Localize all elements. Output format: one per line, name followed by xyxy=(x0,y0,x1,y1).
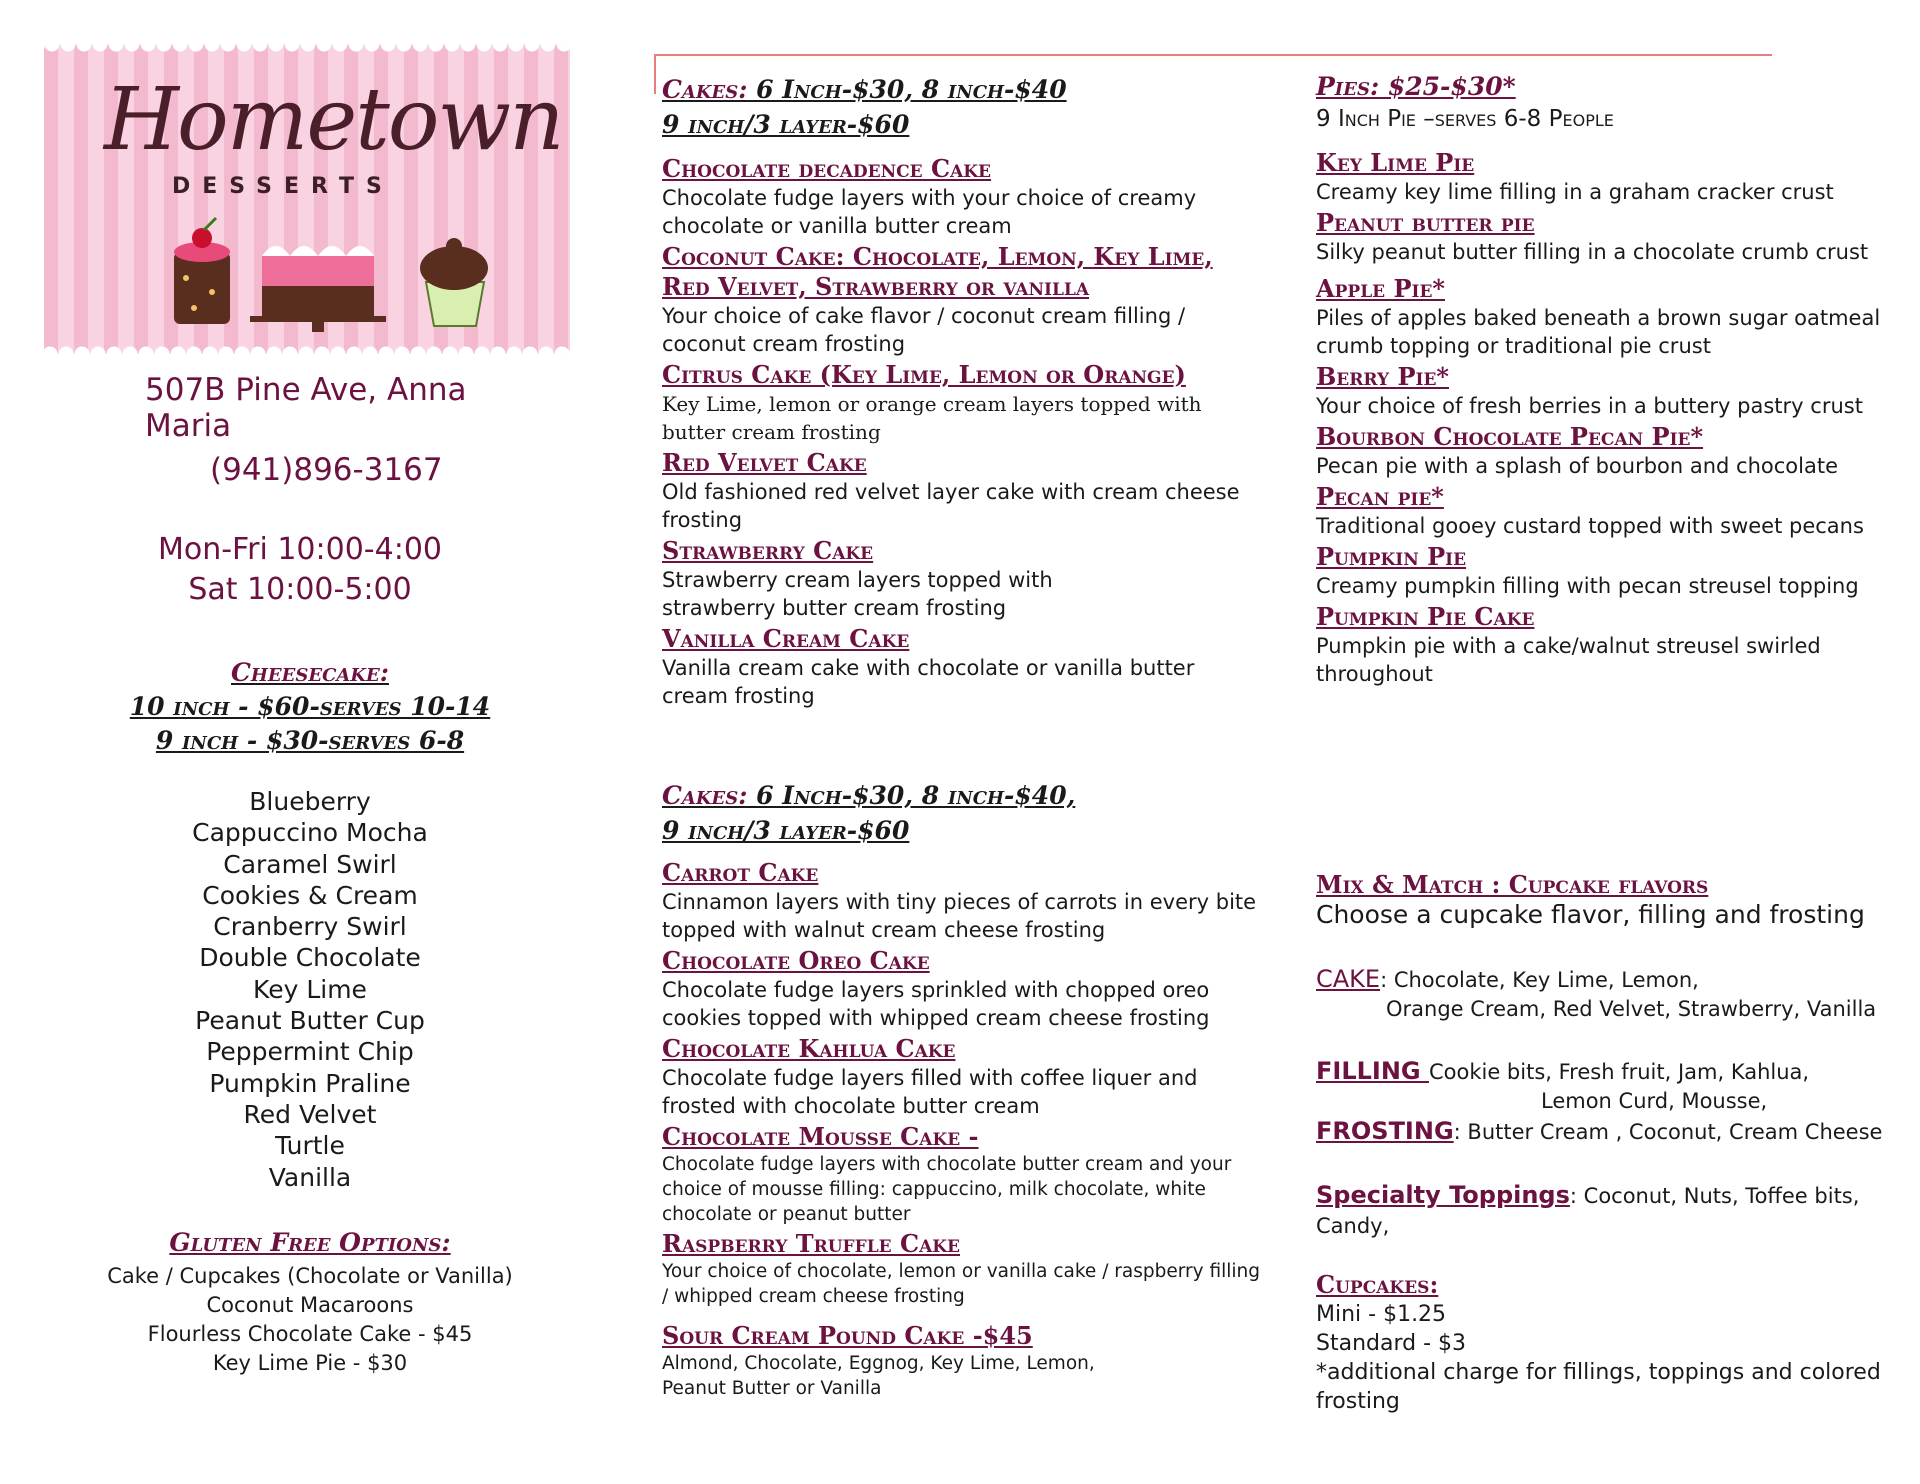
cupcake-filling-options xyxy=(1316,1056,1809,1087)
cupcakes-heading: Cupcakes: xyxy=(1316,1270,1439,1299)
menu-item-title: Carrot Cake xyxy=(662,858,819,887)
list-item: Cranberry Swirl xyxy=(213,912,407,942)
list-item: Turtle xyxy=(275,1131,345,1161)
cakes-heading-1 xyxy=(662,72,1262,142)
cake-line1: : Chocolate, Key Lime, Lemon, xyxy=(1380,968,1699,992)
list-item: Double Chocolate xyxy=(199,943,421,973)
mix-match-title: Mix & Match : Cupcake flavors xyxy=(1316,870,1709,899)
toppings-line: : Coconut, Nuts, Toffee bits, Candy, xyxy=(1316,1184,1860,1238)
menu-item-desc: Chocolate fudge layers with chocolate butter cream and your choice of mousse filling: cappuccino, milk chocolate, white chocolate or peanut butter xyxy=(662,1154,1232,1225)
cakes-price-line1: 6 Inch-$30, 8 inch-$40 xyxy=(747,75,1067,104)
menu-item-title: Key Lime Pie xyxy=(1316,148,1475,177)
gluten-free-heading: Gluten Free Options: xyxy=(169,1228,451,1257)
cakes-list-1 xyxy=(662,154,1262,712)
cake-line2: Orange Cream, Red Velvet, Strawberry, Vanilla xyxy=(1386,997,1877,1021)
menu-item-desc: Silky peanut butter filling in a chocolate crumb crust xyxy=(1316,240,1869,264)
filling-line2: Lemon Curd, Mousse, xyxy=(1541,1089,1768,1113)
menu-item-desc: Pumpkin pie with a cake/walnut streusel swirled throughout xyxy=(1316,634,1821,686)
hours-saturday: Sat 10:00-5:00 xyxy=(188,572,412,607)
list-item: Vanilla xyxy=(268,1162,352,1192)
menu-item-title: Pumpkin Pie Cake xyxy=(1316,602,1535,631)
menu-item-title: Pecan pie* xyxy=(1316,482,1444,511)
menu-item-desc: Your choice of chocolate, lemon or vanilla cake / raspberry filling / whipped cream cheese frosting xyxy=(662,1261,1261,1307)
cakes-price-line1: 6 Inch-$30, 8 inch-$40, xyxy=(747,781,1076,810)
menu-item-title: Peanut butter pie xyxy=(1316,208,1535,237)
list-item: Blueberry xyxy=(249,787,371,816)
cupcake-cake-options xyxy=(1316,964,1699,995)
menu-item-desc: Key Lime, lemon or orange cream layers topped with butter cream frosting xyxy=(662,392,1202,444)
gluten-free-list xyxy=(60,1262,560,1378)
menu-item-desc: Piles of apples baked beneath a brown sugar oatmeal crumb topping or traditional pie crust xyxy=(1316,306,1881,358)
cakes-price-line2: 9 inch/3 layer-$60 xyxy=(662,110,910,139)
list-item: Key Lime Pie - $30 xyxy=(212,1351,408,1375)
address: 507B Pine Ave, Anna Maria xyxy=(145,372,467,444)
menu-item-title: Pumpkin Pie xyxy=(1316,542,1467,571)
list-item: Caramel Swirl xyxy=(223,849,397,879)
pies-heading: Pies: $25-$30* xyxy=(1316,72,1516,101)
menu-item-title: Red Velvet Cake xyxy=(662,448,867,477)
cupcake-frosting-options xyxy=(1316,1116,1882,1147)
list-item: Flourless Chocolate Cake - $45 xyxy=(147,1322,473,1346)
menu-item-desc: Pecan pie with a splash of bourbon and chocolate xyxy=(1316,454,1839,478)
cakes-heading-2 xyxy=(662,778,1262,848)
list-item: Mini - $1.25 xyxy=(1316,1302,1447,1327)
toppings-label: Specialty Toppings xyxy=(1316,1181,1570,1209)
list-item: Key Lime xyxy=(253,974,367,1004)
menu-item-desc: Creamy pumpkin filling with pecan streusel topping xyxy=(1316,574,1859,598)
frosting-label: FROSTING xyxy=(1316,1117,1454,1145)
cake-label: CAKE xyxy=(1316,965,1381,993)
menu-item-title: Berry Pie* xyxy=(1316,362,1449,391)
menu-item-desc: Strawberry cream layers topped with strawberry butter cream frosting xyxy=(662,568,1053,620)
menu-item-title: Chocolate Oreo Cake xyxy=(662,946,930,975)
menu-item-desc: Traditional gooey custard topped with sweet pecans xyxy=(1316,514,1864,538)
menu-item-title: Bourbon Chocolate Pecan Pie* xyxy=(1316,422,1704,451)
menu-item-desc: Chocolate fudge layers filled with coffee liquer and frosted with chocolate butter cream xyxy=(662,1066,1198,1118)
list-item: Cappuccino Mocha xyxy=(192,818,428,848)
logo-scallop-top xyxy=(44,44,570,54)
logo xyxy=(44,44,570,354)
menu-item-title: Sour Cream Pound Cake -$45 xyxy=(662,1321,1033,1350)
menu-item-title: Coconut Cake: Chocolate, Lemon, Key Lime, Red Velvet, Strawberry or vanilla xyxy=(662,242,1213,301)
menu-item-desc: Cinnamon layers with tiny pieces of carrots in every bite topped with walnut cream cheese frosting xyxy=(662,890,1257,942)
menu-item-title: Chocolate Mousse Cake - xyxy=(662,1122,979,1151)
menu-item-title: Chocolate decadence Cake xyxy=(662,154,992,183)
cakes-list-2 xyxy=(662,858,1262,1403)
cheesecake-heading xyxy=(60,656,560,758)
menu-item-desc: Almond, Chocolate, Eggnog, Key Lime, Lemon, Peanut Butter or Vanilla xyxy=(662,1353,1095,1399)
menu-item-desc: Chocolate fudge layers sprinkled with chopped oreo cookies topped with whipped cream cheese frosting xyxy=(662,978,1210,1030)
cupcake-toppings-options xyxy=(1316,1180,1920,1241)
list-item: Peppermint Chip xyxy=(206,1037,414,1067)
phone-number[interactable]: (941)896-3167 xyxy=(210,452,443,488)
menu-item-title: Raspberry Truffle Cake xyxy=(662,1229,960,1258)
pies-subheading: 9 Inch Pie –serves 6-8 People xyxy=(1316,106,1614,132)
menu-item-desc: Creamy key lime filling in a graham cracker crust xyxy=(1316,180,1834,204)
menu-item-desc: Chocolate fudge layers with your choice of creamy chocolate or vanilla butter cream xyxy=(662,186,1197,238)
logo-scallop-bottom xyxy=(44,344,570,354)
cheesecake-flavor-list xyxy=(60,786,560,1193)
list-item: Cookies & Cream xyxy=(202,880,418,910)
menu-item-title: Apple Pie* xyxy=(1316,274,1445,303)
pies-list xyxy=(1316,148,1906,690)
top-divider xyxy=(654,54,1772,56)
list-item: Pumpkin Praline xyxy=(209,1068,411,1098)
cheesecake-size-10: 10 inch - $60-serves 10-14 xyxy=(129,692,491,721)
menu-item-title: Strawberry Cake xyxy=(662,536,874,565)
hours xyxy=(90,530,510,610)
filling-line1: Cookie bits, Fresh fruit, Jam, Kahlua, xyxy=(1428,1060,1810,1084)
menu-item-title: Vanilla Cream Cake xyxy=(662,624,910,653)
list-item: Red Velvet xyxy=(243,1099,377,1129)
list-item: Coconut Macaroons xyxy=(206,1293,414,1317)
cakes-price-line2: 9 inch/3 layer-$60 xyxy=(662,816,910,845)
menu-item-desc: Vanilla cream cake with chocolate or vanilla butter cream frosting xyxy=(662,656,1195,708)
cheesecake-size-9: 9 inch - $30-serves 6-8 xyxy=(155,726,465,755)
filling-label: FILLING xyxy=(1316,1057,1429,1085)
menu-item-desc: Your choice of fresh berries in a buttery pastry crust xyxy=(1316,394,1863,418)
mix-match-desc: Choose a cupcake flavor, filling and frosting xyxy=(1316,900,1865,929)
logo-script-text: Hometown xyxy=(104,70,563,170)
left-divider xyxy=(654,54,656,94)
desserts-illustration-icon xyxy=(164,212,524,332)
cheesecake-title: Cheesecake: xyxy=(231,658,389,687)
list-item: Peanut Butter Cup xyxy=(195,1006,425,1036)
cupcakes-list xyxy=(1316,1300,1916,1416)
menu-item-title: Citrus Cake (Key Lime, Lemon or Orange) xyxy=(662,360,1186,389)
menu-item-title: Chocolate Kahlua Cake xyxy=(662,1034,956,1063)
menu-item-desc: Your choice of cake flavor / coconut cream filling / coconut cream frosting xyxy=(662,304,1186,356)
list-item: *additional charge for fillings, toppings and colored frosting xyxy=(1316,1360,1881,1414)
menu-item-desc: Old fashioned red velvet layer cake with cream cheese frosting xyxy=(662,480,1240,532)
cakes-label: Cakes: xyxy=(662,75,748,104)
list-item: Cake / Cupcakes (Chocolate or Vanilla) xyxy=(107,1264,513,1288)
logo-sub-text: DESSERTS xyxy=(172,174,394,199)
frosting-line: : Butter Cream , Coconut, Cream Cheese xyxy=(1453,1120,1883,1144)
hours-weekday: Mon-Fri 10:00-4:00 xyxy=(157,532,442,567)
cakes-label: Cakes: xyxy=(662,781,748,810)
list-item: Standard - $3 xyxy=(1316,1331,1467,1356)
